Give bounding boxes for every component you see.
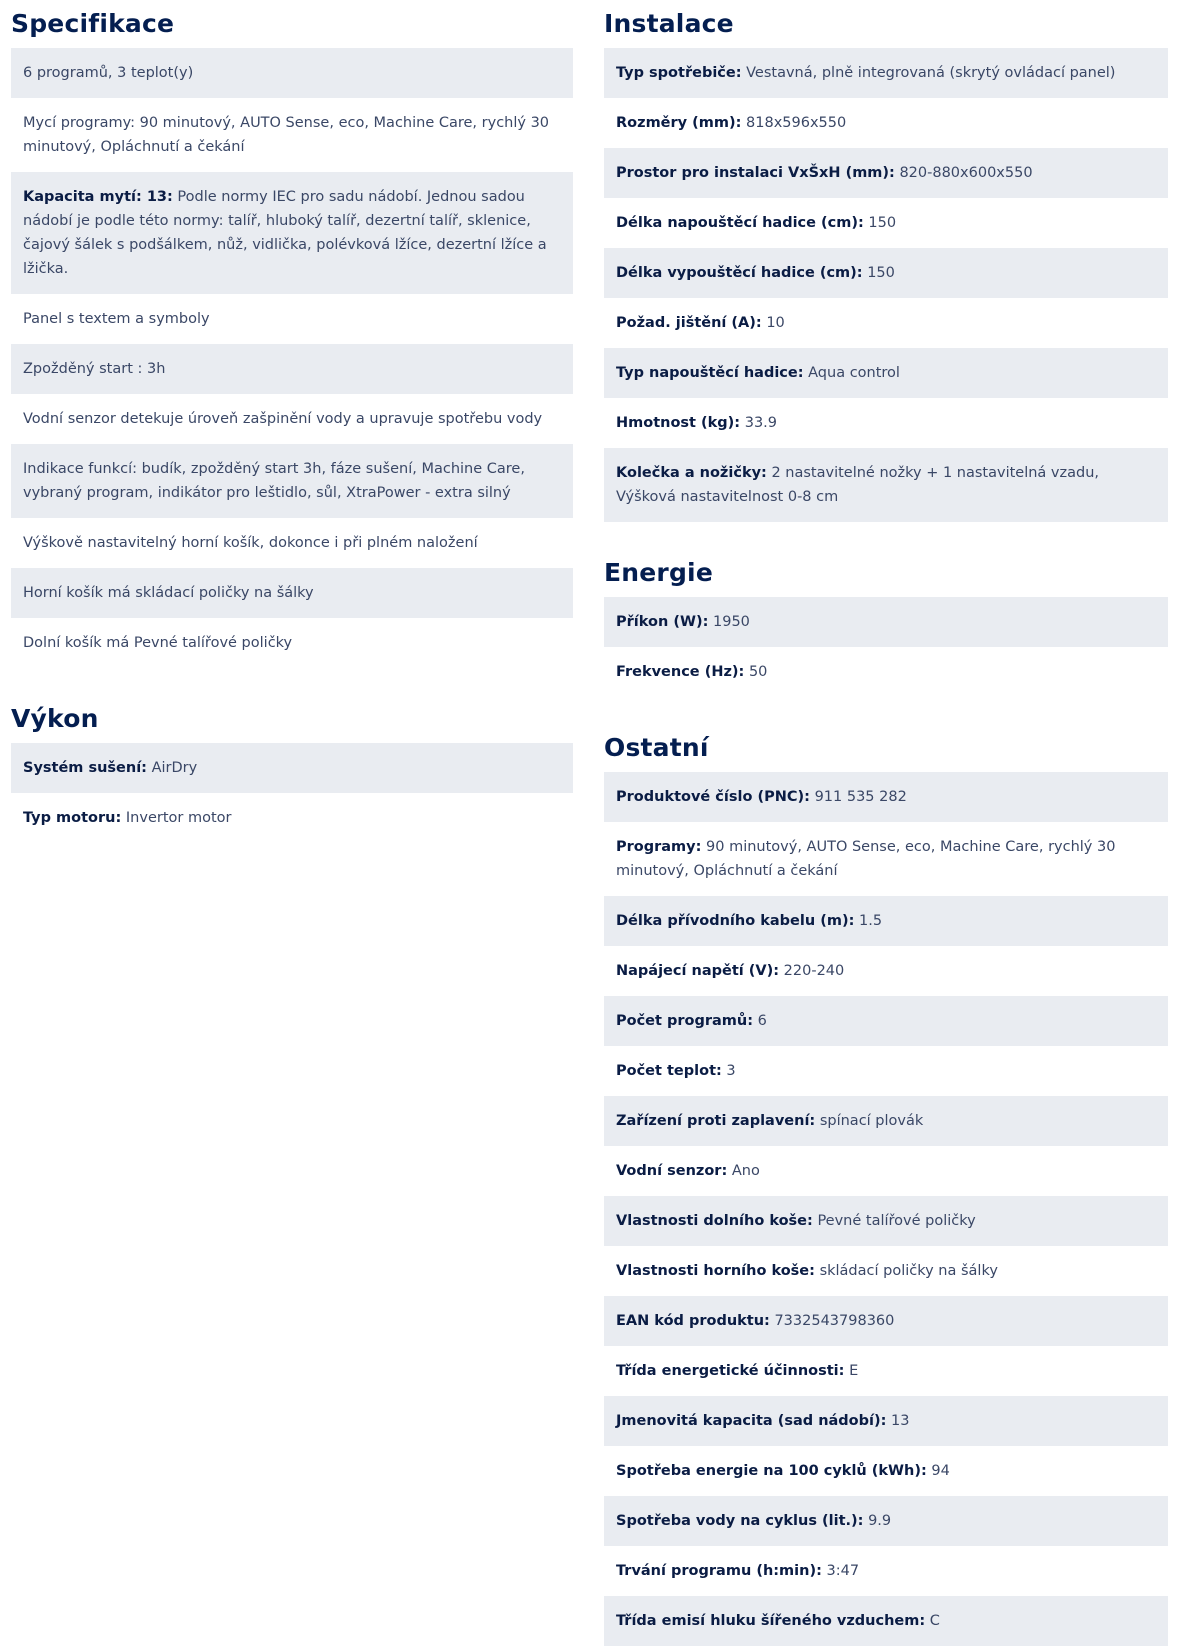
spec-row [604, 1046, 1168, 1096]
spec-value: 3:47 [826, 1563, 860, 1579]
spec-value: 90 minutový, AUTO Sense, eco, Machine Care, rychlý 30 minutový, Opláchnutí a čekání [616, 839, 1116, 879]
spec-row [604, 996, 1168, 1046]
section-energie [604, 522, 1168, 697]
spec-value: 818x596x550 [746, 115, 847, 131]
spec-row [604, 198, 1168, 248]
spec-row [604, 1346, 1168, 1396]
spec-row [11, 48, 573, 98]
section-title: Ostatní [604, 733, 709, 762]
spec-row [11, 394, 573, 444]
spec-row [604, 1146, 1168, 1196]
spec-row [604, 1446, 1168, 1496]
spec-label: Zařízení proti zaplavení: [616, 1113, 816, 1129]
spec-value: 13 [891, 1413, 910, 1429]
spec-label: Délka vypouštěcí hadice (cm): [616, 265, 863, 281]
spec-value: 33.9 [744, 415, 778, 431]
section-title: Instalace [604, 9, 734, 38]
spec-label: Kolečka a nožičky: [616, 465, 767, 481]
spec-row [11, 618, 573, 668]
spec-label: Produktové číslo (PNC): [616, 789, 810, 805]
spec-value: 220-240 [783, 963, 845, 979]
spec-row [604, 1296, 1168, 1346]
spec-label: Frekvence (Hz): [616, 664, 745, 680]
left-column [11, 0, 573, 843]
spec-label: Vodní senzor: [616, 1163, 728, 1179]
spec-row [604, 1496, 1168, 1546]
section-vykon [11, 668, 573, 843]
spec-label: Vlastnosti horního koše: [616, 1263, 815, 1279]
spec-label: Hmotnost (kg): [616, 415, 741, 431]
section-gap [604, 697, 1168, 724]
spec-value: E [849, 1363, 859, 1379]
spec-value: 1.5 [859, 913, 883, 929]
spec-row [11, 568, 573, 618]
spec-row [11, 294, 573, 344]
spec-label: EAN kód produktu: [616, 1313, 770, 1329]
spec-value: 150 [867, 265, 895, 281]
spec-row [604, 298, 1168, 348]
spec-value: 2 nastavitelné nožky + 1 nastavitelná vzadu, Výšková nastavitelnost 0-8 cm [616, 465, 1099, 505]
spec-row [604, 248, 1168, 298]
spec-label: Napájecí napětí (V): [616, 963, 780, 979]
spec-value: Dolní košík má Pevné talířové poličky [23, 635, 293, 651]
right-column [604, 0, 1168, 1646]
spec-label: Trvání programu (h:min): [616, 1563, 822, 1579]
spec-row [604, 772, 1168, 822]
spec-row [604, 1396, 1168, 1446]
section-ostatni [604, 697, 1168, 1646]
spec-value: Zpožděný start : 3h [23, 361, 166, 377]
spec-label: Délka přívodního kabelu (m): [616, 913, 855, 929]
spec-label: Vlastnosti dolního koše: [616, 1213, 813, 1229]
spec-value: AirDry [151, 760, 198, 776]
spec-row [604, 896, 1168, 946]
spec-value: 6 [757, 1013, 767, 1029]
spec-value: 6 programů, 3 teplot(y) [23, 65, 194, 81]
spec-value: spínací plovák [819, 1113, 924, 1129]
spec-value: C [929, 1613, 940, 1629]
spec-row [604, 1546, 1168, 1596]
spec-label: Příkon (W): [616, 614, 709, 630]
spec-value: 94 [931, 1463, 950, 1479]
spec-value: 3 [726, 1063, 736, 1079]
section-title: Specifikace [11, 9, 175, 38]
spec-row [604, 822, 1168, 896]
spec-label: Spotřeba vody na cyklus (lit.): [616, 1513, 864, 1529]
spec-label: Počet programů: [616, 1013, 754, 1029]
spec-row [604, 597, 1168, 647]
spec-value: Indikace funkcí: budík, zpožděný start 3h, fáze sušení, Machine Care, vybraný program, indikátor pro leštidlo, sůl, XtraPower - extra silný [23, 461, 525, 501]
spec-value: skládací poličky na šálky [819, 1263, 998, 1279]
spec-row [11, 98, 573, 172]
spec-row [604, 1246, 1168, 1296]
spec-label: Prostor pro instalaci VxŠxH (mm): [616, 165, 895, 181]
spec-label: Třída emisí hluku šířeného vzduchem: [616, 1613, 926, 1629]
spec-value: Invertor motor [125, 810, 232, 826]
spec-value: 7332543798360 [774, 1313, 895, 1329]
spec-row [604, 348, 1168, 398]
spec-row [604, 1096, 1168, 1146]
spec-value: Mycí programy: 90 minutový, AUTO Sense, eco, Machine Care, rychlý 30 minutový, Opláchnutí a čekání [23, 115, 550, 155]
spec-row [604, 98, 1168, 148]
spec-value: 1950 [713, 614, 750, 630]
section-title: Výkon [11, 704, 99, 733]
spec-row [604, 946, 1168, 996]
spec-label: Kapacita mytí: 13: [23, 189, 173, 205]
spec-row [11, 743, 573, 793]
section-gap [11, 668, 573, 695]
spec-value: 9.9 [868, 1513, 892, 1529]
section-title: Energie [604, 558, 713, 587]
spec-value: 820-880x600x550 [899, 165, 1033, 181]
spec-label: Rozměry (mm): [616, 115, 742, 131]
spec-label: Jmenovitá kapacita (sad nádobí): [616, 1413, 887, 1429]
spec-row [604, 1196, 1168, 1246]
section-specifikace [11, 0, 573, 668]
section-instalace [604, 0, 1168, 522]
spec-label: Spotřeba energie na 100 cyklů (kWh): [616, 1463, 927, 1479]
spec-label: Systém sušení: [23, 760, 147, 776]
spec-row [11, 518, 573, 568]
spec-value: Horní košík má skládací poličky na šálky [23, 585, 314, 601]
spec-row [604, 148, 1168, 198]
spec-row [604, 448, 1168, 522]
spec-value: Panel s textem a symboly [23, 311, 210, 327]
spec-row [604, 647, 1168, 697]
spec-label: Délka napouštěcí hadice (cm): [616, 215, 864, 231]
spec-label: Třída energetické účinnosti: [616, 1363, 845, 1379]
spec-value: Ano [731, 1163, 760, 1179]
spec-value: Pevné talířové poličky [817, 1213, 976, 1229]
spec-value: Aqua control [808, 365, 900, 381]
spec-label: Typ napouštěcí hadice: [616, 365, 804, 381]
spec-value: Vestavná, plně integrovaná (skrytý ovládací panel) [746, 65, 1116, 81]
spec-row [11, 444, 573, 518]
spec-value: 150 [868, 215, 897, 231]
spec-row [11, 172, 573, 294]
spec-label: Požad. jištění (A): [616, 315, 762, 331]
spec-row [11, 793, 573, 843]
spec-row [11, 344, 573, 394]
spec-value: 10 [766, 315, 785, 331]
spec-value: 50 [748, 664, 768, 680]
spec-value: Vodní senzor detekuje úroveň zašpinění vody a upravuje spotřebu vody [23, 411, 543, 427]
section-gap [604, 522, 1168, 549]
spec-label: Typ motoru: [23, 810, 122, 826]
spec-value: Podle normy IEC pro sadu nádobí. Jednou sadou nádobí je podle této normy: talíř, hluboký talíř, dezertní talíř, sklenice, čajový šálek s podšálkem, nůž, vidlička, polévková lžíce, dezertní lžíce a lžička. [23, 189, 547, 277]
spec-value: Výškově nastavitelný horní košík, dokonce i při plném naložení [23, 535, 478, 551]
spec-row [604, 398, 1168, 448]
spec-row [604, 48, 1168, 98]
spec-label: Počet teplot: [616, 1063, 722, 1079]
spec-label: Typ spotřebiče: [616, 65, 742, 81]
spec-label: Programy: [616, 839, 702, 855]
spec-value: 911 535 282 [814, 789, 907, 805]
